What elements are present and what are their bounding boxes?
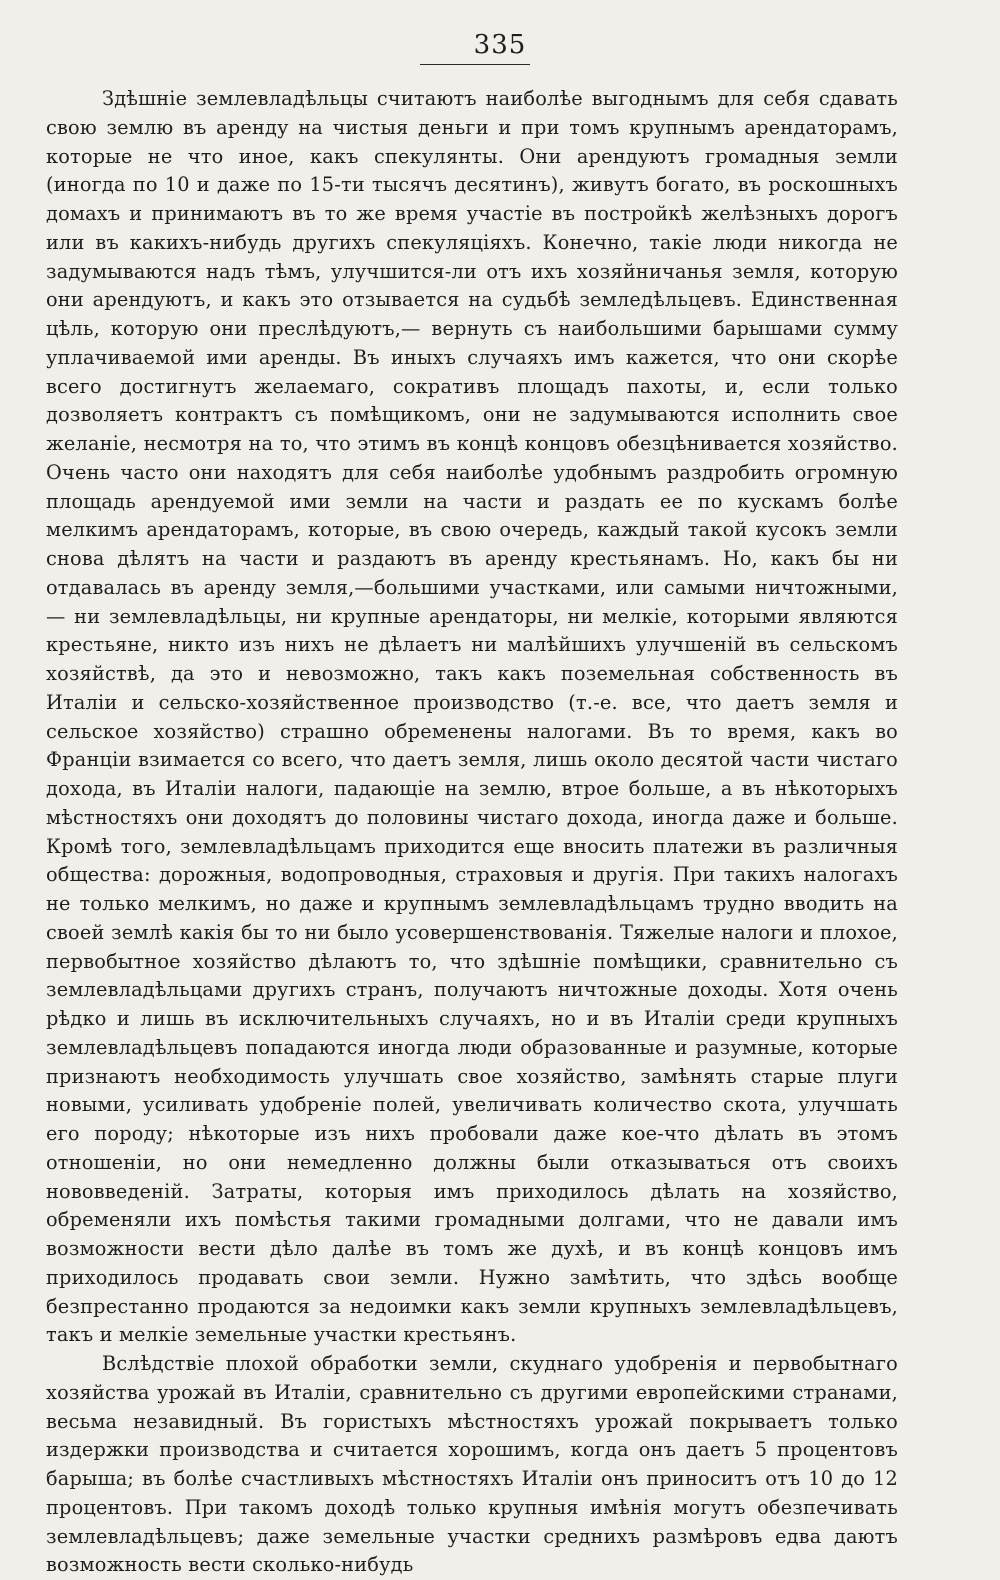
paragraph: Вслѣдствіе плохой обработки земли, скуднаго удобренія и первобытнаго хозяйства урожай въ Италіи, сравнительно съ другими европейскими странами, весьма незавидный. Въ гористыхъ мѣстностяхъ урожай покрываетъ только издержки производства и считается хорошимъ, когда онъ даетъ 5 процентовъ барыша; въ болѣе счастливыхъ мѣстностяхъ Италіи онъ приноситъ отъ 10 до 12 процентовъ. При такомъ доходѣ только крупныя имѣнія могутъ обезпечивать землевладѣльцевъ; даже земельные участки среднихъ размѣровъ едва даютъ возможность вести сколько-нибудь bbox=[46, 1352, 898, 1577]
body-text bbox=[46, 85, 898, 1580]
paragraph: Здѣшніе землевладѣльцы считаютъ наиболѣе выгоднымъ для себя сдавать свою землю въ аренду на чистыя деньги и при томъ крупнымъ арендаторамъ, которые не что иное, какъ спекулянты. Они арендуютъ громадныя земли (иногда по 10 и даже по 15-ти тысячъ десятинъ), живутъ богато, въ роскошныхъ домахъ и принимаютъ въ то же время участіе въ постройкѣ желѣзныхъ дорогъ или въ какихъ-нибудь другихъ спекуляціяхъ. Конечно, такіе люди никогда не задумываются надъ тѣмъ, улучшится-ли отъ ихъ хозяйничанья земля, которую они арендуютъ, и какъ это отзывается на судьбѣ земледѣльцевъ. Единственная цѣль, которую они преслѣдуютъ,— вернуть съ наибольшими барышами сумму уплачиваемой ими аренды. Въ иныхъ случаяхъ имъ кажется, что они скорѣе всего достигнутъ желаемаго, сокративъ площадъ пахоты, и, если только дозволяетъ контрактъ съ помѣщикомъ, они не задумываются исполнить свое желаніе, несмотря на то, что этимъ въ концѣ концовъ обезцѣнивается хозяйство. Очень часто они находятъ для себя наиболѣе удобнымъ раздробить огромную площадь арендуемой ими земли на части и раздать ее по кускамъ болѣе мелкимъ арендаторамъ, которые, въ свою очередь, каждый такой кусокъ земли снова дѣлятъ на части и раздаютъ въ аренду крестьянамъ. Но, какъ бы ни отдавалась въ аренду земля,—большими участками, или самыми ничтожными, — ни землевладѣльцы, ни крупные арендаторы, ни мелкіе, которыми являются крестьяне, никто изъ нихъ не дѣлаетъ ни малѣйшихъ улучшеній въ сельскомъ хозяйствѣ, да это и невозможно, такъ какъ поземельная собственность въ Италіи и сельско-хозяйственное производство (т.-е. все, что даетъ земля и сельское хозяйство) страшно обременены налогами. Въ то время, какъ во Франціи взимается со всего, что даетъ земля, лишь около десятой части чистаго дохода, въ Италіи налоги, падающіе на землю, втрое больше, а въ нѣкоторыхъ мѣстностяхъ они доходятъ до половины чистаго дохода, иногда даже и больше. Кромѣ того, землевладѣльцамъ приходится еще вносить платежи въ различныя общества: дорожныя, водопроводныя, страховыя и другія. При такихъ налогахъ не только мелкимъ, но даже и крупнымъ землевладѣльцамъ трудно вводить на своей землѣ какія бы то ни было усовершенствованія. Тяжелые налоги и плохое, первобытное хозяйство дѣлаютъ то, что здѣшніе помѣщики, сравнительно съ землевладѣльцами другихъ странъ, получаютъ ничтожные доходы. Хотя очень рѣдко и лишь въ исключительныхъ случаяхъ, но и въ Италіи среди крупныхъ землевладѣльцевъ попадаются иногда люди образованные и разумные, которые признаютъ необходимость улучшать свое хозяйство, замѣнять старые плуги новыми, усиливать удобреніе полей, увеличивать количество скота, улучшать его породу; нѣкоторые изъ нихъ пробовали даже кое-что дѣлать въ этомъ отношеніи, но они немедленно должны были отказываться отъ своихъ нововведеній. Затраты, которыя имъ приходилось дѣлать на хозяйство, обременяли ихъ помѣстья такими громадными долгами, что не давали имъ возможности вести дѣло далѣе въ томъ же духѣ, и въ концѣ концовъ имъ приходилось продавать свои земли. Нужно замѣтить, что здѣсь вообще безпрестанно продаются за недоимки какъ земли крупныхъ землевладѣльцевъ, такъ и мелкіе земельные участки крестьянъ. bbox=[46, 87, 898, 1347]
page-number: 335 bbox=[473, 30, 527, 60]
page-number-rule bbox=[420, 64, 530, 65]
